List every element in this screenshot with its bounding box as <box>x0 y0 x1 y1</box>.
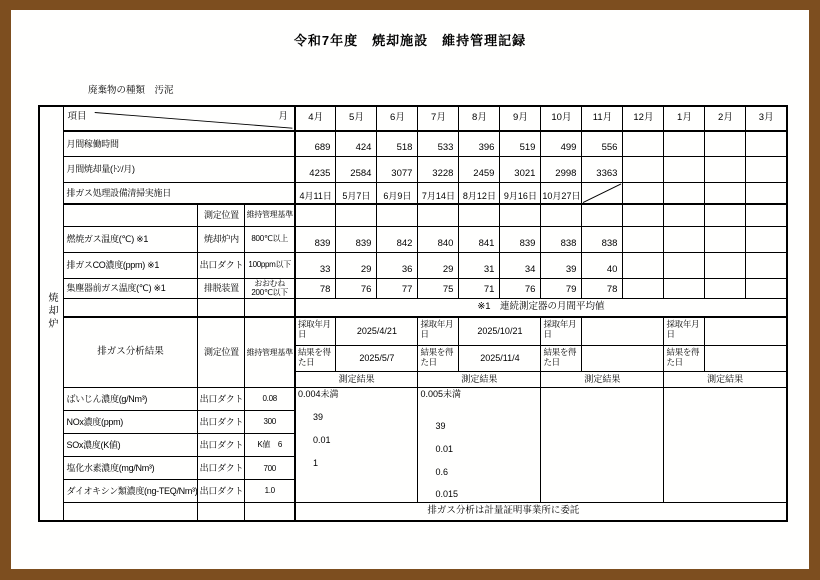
value-cell: 842 <box>377 226 418 252</box>
result-value: 0.6 <box>435 467 448 478</box>
analysis-section-label: 排ガス分析結果 <box>63 317 198 387</box>
empty-cell <box>63 204 198 226</box>
row-label-nox: NOx濃度(ppm) <box>63 410 198 433</box>
value-cell: 3021 <box>500 156 541 182</box>
position-cell: 焼却炉内 <box>198 226 245 252</box>
month-header-cell: 1月 <box>664 106 705 131</box>
value-cell <box>705 131 746 156</box>
analysis-results-block-q2 <box>418 387 541 502</box>
date-cell <box>664 182 705 204</box>
row-label-dust: ばいじん濃度(g/Nm³) <box>63 387 198 410</box>
empty-cell <box>198 298 245 317</box>
value-cell: 841 <box>459 226 500 252</box>
value-cell <box>623 252 664 278</box>
obtained-date-value <box>705 345 787 371</box>
value-cell: 396 <box>459 131 500 156</box>
month-header-cell: 7月 <box>418 106 459 131</box>
corner-month-label: 月 <box>278 111 288 122</box>
result-value <box>664 480 786 502</box>
obtained-date-label: 結果を得た日 <box>295 345 336 371</box>
month-header-cell: 4月 <box>295 106 336 131</box>
empty-cell <box>541 204 582 226</box>
sampling-date-label: 採取年月日 <box>418 317 459 345</box>
value-cell: 36 <box>377 252 418 278</box>
diagonal-divider-line <box>64 107 294 130</box>
empty-cell <box>198 502 245 521</box>
value-cell: 78 <box>582 278 623 298</box>
value-cell <box>746 278 787 298</box>
waste-type-label: 廃棄物の種類 汚泥 <box>88 85 174 96</box>
value-cell: 838 <box>582 226 623 252</box>
position-cell: 出口ダクト <box>198 387 245 410</box>
month-header-cell: 9月 <box>500 106 541 131</box>
date-cell: 5月7日 <box>336 182 377 204</box>
value-cell <box>664 278 705 298</box>
empty-cell <box>63 502 198 521</box>
result-value: 0.01 <box>435 444 453 455</box>
incinerator-vertical-label <box>39 106 63 521</box>
empty-cell <box>746 204 787 226</box>
value-cell <box>664 131 705 156</box>
value-cell <box>664 156 705 182</box>
month-header-cell: 12月 <box>623 106 664 131</box>
month-header-cell: 3月 <box>746 106 787 131</box>
result-value <box>541 434 663 457</box>
position-cell: 出口ダクト <box>198 457 245 480</box>
value-cell <box>705 156 746 182</box>
value-cell: 4235 <box>295 156 336 182</box>
sampling-date-label: 採取年月日 <box>295 317 336 345</box>
date-cell: 7月14日 <box>418 182 459 204</box>
incinerator-label-text: 焼却炉 <box>46 292 57 332</box>
position-cell: 出口ダクト <box>198 434 245 457</box>
row-label-sox: SOx濃度(K値) <box>63 434 198 457</box>
value-cell: 78 <box>295 278 336 298</box>
obtained-date-value <box>582 345 664 371</box>
value-cell: 2584 <box>336 156 377 182</box>
analysis-results-block-q3 <box>541 387 664 502</box>
value-cell: 76 <box>336 278 377 298</box>
result-header: 測定結果 <box>664 371 787 387</box>
value-cell: 3077 <box>377 156 418 182</box>
sampling-date-label: 採取年月日 <box>664 317 705 345</box>
empty-cell <box>500 204 541 226</box>
result-value: 39 <box>312 411 323 422</box>
analysis-standard-header: 維持管理基準 <box>245 317 295 387</box>
row-label-hcl: 塩化水素濃度(mg/Nm³) <box>63 457 198 480</box>
analysis-position-header: 測定位置 <box>198 317 245 387</box>
position-cell: 出口ダクト <box>198 480 245 502</box>
corner-item-label: 項目 <box>67 111 87 122</box>
page-title: 令和7年度 焼却施設 維持管理記録 <box>293 33 527 48</box>
value-cell: 533 <box>418 131 459 156</box>
date-cell: 6月9日 <box>377 182 418 204</box>
value-cell <box>623 278 664 298</box>
standard-cell: K値 6 <box>245 434 295 457</box>
result-header: 測定結果 <box>418 371 541 387</box>
position-cell: 出口ダクト <box>198 252 245 278</box>
standard-header: 維持管理基準 <box>245 204 295 226</box>
continuous-note: ※1 連続測定器の月間平均値 <box>295 298 787 317</box>
obtained-date-label: 結果を得た日 <box>418 345 459 371</box>
standard-cell: 1.0 <box>245 480 295 502</box>
value-cell: 424 <box>336 131 377 156</box>
value-cell <box>746 252 787 278</box>
row-label-operating-hours: 月間稼働時間 <box>63 131 295 156</box>
date-cell: 8月12日 <box>459 182 500 204</box>
row-label-dioxin: ダイオキシン類濃度(ng-TEQ/Nm³) <box>63 480 198 502</box>
value-cell: 689 <box>295 131 336 156</box>
result-value <box>541 388 663 411</box>
date-cell <box>746 182 787 204</box>
value-cell <box>746 156 787 182</box>
value-cell: 3228 <box>418 156 459 182</box>
value-cell <box>705 278 746 298</box>
position-header: 測定位置 <box>198 204 245 226</box>
empty-cell <box>664 204 705 226</box>
result-header: 測定結果 <box>541 371 664 387</box>
value-cell <box>746 226 787 252</box>
date-cell: 9月16日 <box>500 182 541 204</box>
result-value <box>296 480 418 502</box>
value-cell: 2459 <box>459 156 500 182</box>
standard-cell: 800℃以上 <box>245 226 295 252</box>
analysis-results-block-q4 <box>664 387 787 502</box>
sampling-date-label: 採取年月日 <box>541 317 582 345</box>
row-label-cleaning-date: 排ガス処理設備清掃実施日 <box>63 182 295 204</box>
empty-cell <box>63 298 198 317</box>
value-cell <box>705 226 746 252</box>
outsourcing-note: 排ガス分析は計量証明事業所に委託 <box>295 502 787 521</box>
result-value: 0.015 <box>435 489 458 500</box>
month-header-cell: 2月 <box>705 106 746 131</box>
date-cell <box>623 182 664 204</box>
empty-cell <box>245 298 295 317</box>
empty-cell <box>295 204 336 226</box>
empty-cell <box>623 204 664 226</box>
record-table <box>38 105 788 522</box>
empty-cell <box>705 204 746 226</box>
sampling-date-value <box>705 317 787 345</box>
empty-cell <box>245 502 295 521</box>
result-value <box>664 457 786 480</box>
value-cell: 838 <box>541 226 582 252</box>
result-header: 測定結果 <box>295 371 418 387</box>
value-cell: 839 <box>295 226 336 252</box>
value-cell: 79 <box>541 278 582 298</box>
month-header-cell: 10月 <box>541 106 582 131</box>
result-value: 39 <box>435 421 446 432</box>
sampling-date-value <box>582 317 664 345</box>
row-label-incineration-amount: 月間焼却量(ﾄﾝ/月) <box>63 156 295 182</box>
row-label-precollector-temp: 集塵器前ガス温度(℃) ※1 <box>63 278 198 298</box>
value-cell: 33 <box>295 252 336 278</box>
result-value <box>541 480 663 502</box>
value-cell: 3363 <box>582 156 623 182</box>
value-cell: 40 <box>582 252 623 278</box>
result-value <box>664 411 786 434</box>
value-cell: 76 <box>500 278 541 298</box>
value-cell: 519 <box>500 131 541 156</box>
value-cell <box>664 226 705 252</box>
value-cell: 39 <box>541 252 582 278</box>
empty-cell <box>377 204 418 226</box>
date-cell: 4月11日 <box>295 182 336 204</box>
value-cell: 29 <box>336 252 377 278</box>
value-cell <box>623 131 664 156</box>
result-value <box>541 457 663 480</box>
obtained-date-value: 2025/11/4 <box>459 345 541 371</box>
value-cell: 839 <box>336 226 377 252</box>
month-header-cell: 5月 <box>336 106 377 131</box>
corner-header-cell <box>63 106 295 131</box>
empty-cell <box>418 204 459 226</box>
result-value: 0.005未満 <box>420 388 461 399</box>
result-value: 1 <box>312 457 318 468</box>
standard-cell: 100ppm以下 <box>245 252 295 278</box>
result-value: 0.01 <box>312 434 331 445</box>
value-cell: 2998 <box>541 156 582 182</box>
result-value <box>664 434 786 457</box>
obtained-date-label: 結果を得た日 <box>664 345 705 371</box>
result-value <box>664 388 786 411</box>
value-cell <box>746 131 787 156</box>
value-cell: 77 <box>377 278 418 298</box>
value-cell <box>623 156 664 182</box>
standard-cell: おおむね200℃以下 <box>245 278 295 298</box>
value-cell: 29 <box>418 252 459 278</box>
date-cell: 10月27日 <box>541 182 582 204</box>
value-cell <box>623 226 664 252</box>
date-cell <box>705 182 746 204</box>
result-value <box>541 411 663 434</box>
empty-cell <box>459 204 500 226</box>
standard-cell: 0.08 <box>245 387 295 410</box>
not-applicable-slash-cell <box>582 182 623 204</box>
standard-cell: 700 <box>245 457 295 480</box>
value-cell: 31 <box>459 252 500 278</box>
row-label-combustion-temp: 燃焼ガス温度(℃) ※1 <box>63 226 198 252</box>
value-cell: 556 <box>582 131 623 156</box>
empty-cell <box>582 204 623 226</box>
obtained-date-label: 結果を得た日 <box>541 345 582 371</box>
value-cell: 34 <box>500 252 541 278</box>
empty-cell <box>336 204 377 226</box>
position-cell: 排脱装置 <box>198 278 245 298</box>
value-cell <box>664 252 705 278</box>
month-header-cell: 6月 <box>377 106 418 131</box>
value-cell: 840 <box>418 226 459 252</box>
month-header-cell: 11月 <box>582 106 623 131</box>
sampling-date-value: 2025/10/21 <box>459 317 541 345</box>
value-cell: 75 <box>418 278 459 298</box>
value-cell: 839 <box>500 226 541 252</box>
row-label-co-concentration: 排ガスCO濃度(ppm) ※1 <box>63 252 198 278</box>
value-cell: 71 <box>459 278 500 298</box>
value-cell: 499 <box>541 131 582 156</box>
result-value: 0.004未満 <box>297 388 339 399</box>
value-cell: 518 <box>377 131 418 156</box>
document-page <box>11 10 809 569</box>
month-header-cell: 8月 <box>459 106 500 131</box>
value-cell <box>705 252 746 278</box>
sampling-date-value: 2025/4/21 <box>336 317 418 345</box>
obtained-date-value: 2025/5/7 <box>336 345 418 371</box>
analysis-results-block-q1 <box>295 387 418 502</box>
position-cell: 出口ダクト <box>198 410 245 433</box>
standard-cell: 300 <box>245 410 295 433</box>
slash-line <box>582 183 622 204</box>
